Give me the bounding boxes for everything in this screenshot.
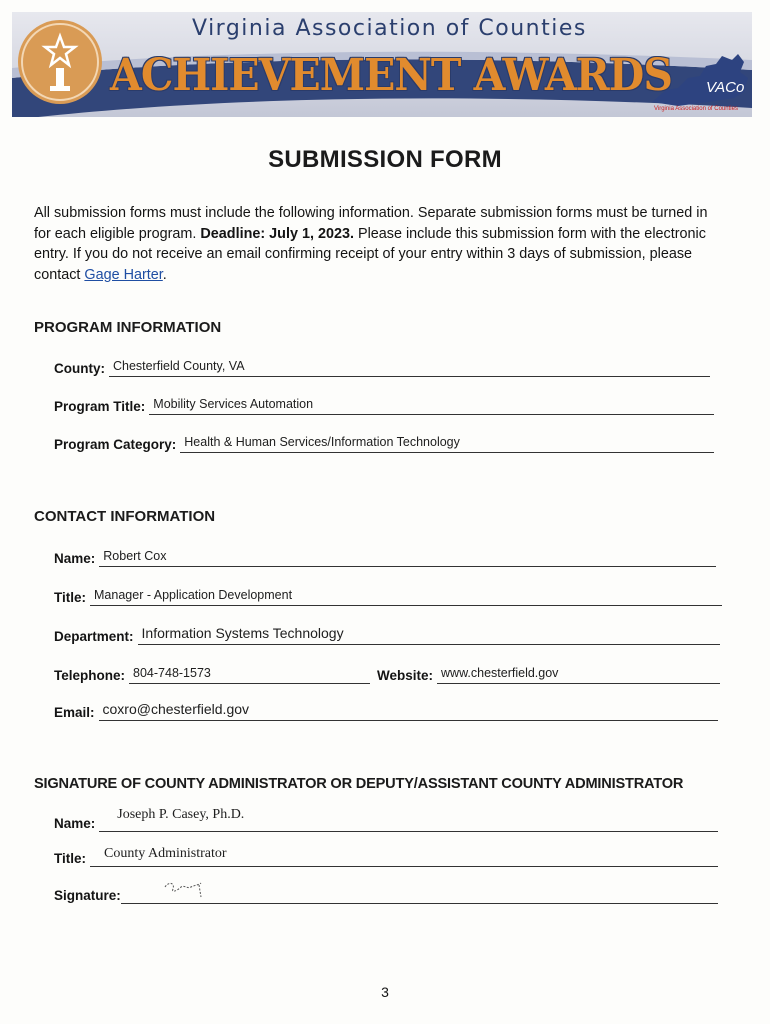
email-line [99, 698, 718, 721]
program-category-line [180, 430, 714, 453]
vaco-logo-text: VACo [706, 79, 745, 96]
county-value: Chesterfield County, VA [113, 359, 245, 373]
telephone-field[interactable] [54, 662, 370, 684]
email-label: Email: [54, 705, 95, 720]
intro-text-continued: Please include this submission form with the electronic entry. If you do not receive an email confirming receipt of your entry within 3 days of submission, please contact [34, 225, 706, 283]
signer-name-label: Name: [54, 816, 96, 831]
telephone-line [129, 661, 370, 684]
county-line [109, 354, 710, 377]
signature-line [121, 877, 718, 904]
intro-text: All submission forms must include the following information. Separate submission forms must be turned in for each eligible program. [34, 205, 708, 242]
signer-name-line [99, 807, 718, 832]
department-field[interactable] [54, 623, 720, 645]
website-label: Website: [377, 668, 434, 683]
intro-end: . [162, 266, 167, 283]
program-title-line [149, 392, 714, 415]
department-label: Department: [54, 629, 134, 644]
handwritten-signature-mark [161, 877, 207, 901]
deadline-text: Deadline: July 1, 2023. [200, 225, 354, 242]
virginia-map-icon [648, 48, 752, 114]
section-signature: SIGNATURE OF COUNTY ADMINISTRATOR OR DEPUTY/ASSISTANT COUNTY ADMINISTRATOR [34, 776, 684, 792]
website-line [437, 661, 720, 684]
website-field[interactable] [377, 662, 720, 684]
section-program-information: PROGRAM INFORMATION [34, 319, 222, 336]
program-category-field[interactable] [54, 431, 714, 453]
signer-name-field[interactable] [54, 808, 718, 832]
contact-title-field[interactable] [54, 584, 722, 606]
website-value: www.chesterfield.gov [441, 666, 559, 680]
page-title: SUBMISSION FORM [268, 146, 502, 173]
contact-name-line [99, 544, 716, 567]
telephone-value: 804-748-1573 [133, 666, 211, 680]
department-line [138, 622, 720, 645]
signer-name-value: Joseph P. Casey, Ph.D. [117, 807, 245, 822]
vaco-subtitle: Virginia Association of Counties [654, 106, 738, 112]
achievement-medal-icon [16, 18, 104, 106]
email-value: coxro@chesterfield.gov [102, 701, 250, 717]
signer-title-value: County Administrator [104, 846, 227, 861]
email-field[interactable] [54, 699, 718, 721]
contact-title-value: Manager - Application Development [94, 588, 293, 602]
intro-paragraph [34, 203, 714, 285]
program-title-value: Mobility Services Automation [153, 397, 314, 411]
section-contact-information: CONTACT INFORMATION [34, 508, 216, 525]
contact-name-label: Name: [54, 551, 96, 566]
county-label: County: [54, 361, 105, 376]
signer-title-line [90, 844, 718, 867]
program-category-value: Health & Human Services/Information Technology [184, 435, 460, 449]
contact-name-field[interactable] [54, 545, 716, 567]
telephone-label: Telephone: [54, 668, 126, 683]
contact-link[interactable]: Gage Harter [84, 266, 163, 283]
county-field[interactable] [54, 355, 710, 377]
signer-title-label: Title: [54, 851, 87, 866]
department-value: Information Systems Technology [141, 625, 344, 641]
contact-title-line [90, 583, 722, 606]
program-category-label: Program Category: [54, 437, 177, 452]
program-title-field[interactable] [54, 393, 714, 415]
signature-label: Signature: [54, 888, 121, 903]
page-number: 3 [381, 984, 389, 1000]
contact-name-value: Robert Cox [103, 549, 167, 563]
contact-title-label: Title: [54, 590, 87, 605]
award-banner [12, 12, 752, 117]
signer-title-field[interactable] [54, 845, 718, 867]
org-name: Virginia Association of Counties [192, 16, 587, 41]
program-title-label: Program Title: [54, 399, 146, 414]
signature-field[interactable] [54, 878, 718, 904]
award-title: ACHIEVEMENT AWARDS [110, 50, 672, 101]
